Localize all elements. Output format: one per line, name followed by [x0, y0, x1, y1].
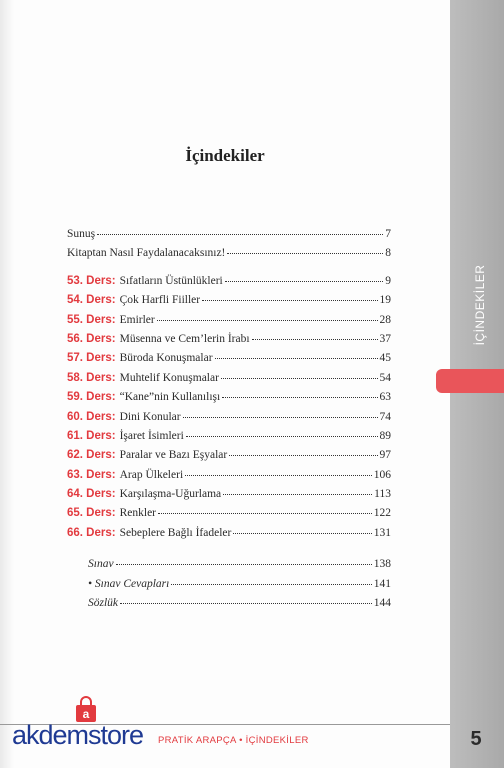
- toc-entry-label: Kitaptan Nasıl Faydalanacaksınız!: [67, 247, 226, 260]
- toc-lesson-entry: [67, 469, 391, 488]
- leader-dots: [157, 320, 378, 321]
- toc-entry-label: Sınav: [88, 558, 114, 571]
- leader-dots: [185, 475, 372, 476]
- toc-lesson-entry: [67, 411, 391, 430]
- toc-entry-page: 9: [385, 274, 391, 287]
- leader-dots: [221, 378, 378, 379]
- toc-entry-label: “Kane”nin Kullanılışı: [119, 391, 221, 404]
- toc-entry-label: Müsenna ve Cem’lerin İrabı: [119, 332, 250, 345]
- toc-entry-label: İşaret İsimleri: [119, 429, 184, 442]
- leader-dots: [225, 281, 383, 282]
- toc-entry-page: 144: [373, 597, 391, 610]
- lesson-number: 54. Ders:: [67, 294, 116, 307]
- side-label-text: İÇİNDEKİLER: [473, 264, 487, 346]
- lesson-number: 58. Ders:: [67, 371, 116, 384]
- toc-entry-page: 89: [379, 429, 391, 442]
- toc-entry-label: Muhtelif Konuşmalar: [119, 371, 219, 384]
- lesson-number: 60. Ders:: [67, 410, 116, 423]
- toc-entry: [88, 597, 391, 616]
- toc-lesson-entry: [67, 507, 391, 526]
- lesson-number: 66. Ders:: [67, 526, 116, 539]
- toc-entry-page: 141: [373, 577, 391, 590]
- leader-dots: [158, 513, 372, 514]
- toc-entry-label: Renkler: [119, 507, 156, 520]
- toc-lesson-entry: [67, 488, 391, 507]
- toc-entry-page: 113: [374, 488, 391, 501]
- leader-dots: [223, 494, 372, 495]
- toc-entry-page: 54: [379, 371, 391, 384]
- toc-entry-page: 122: [373, 507, 391, 520]
- leader-dots: [116, 564, 372, 565]
- leader-dots: [186, 436, 378, 437]
- toc-entry-label: Sunuş: [67, 228, 96, 240]
- running-footer: PRATİK ARAPÇA • İÇİNDEKİLER: [158, 735, 309, 746]
- leader-dots: [171, 584, 371, 585]
- leader-dots: [227, 253, 383, 254]
- lesson-number: 62. Ders:: [67, 449, 116, 462]
- lesson-number: 63. Ders:: [67, 468, 116, 481]
- toc-lesson-entry: [67, 527, 391, 546]
- toc-entry-label: Sıfatların Üstünlükleri: [119, 274, 223, 287]
- lesson-number: 61. Ders:: [67, 429, 116, 442]
- logo-wordmark: akdemstore: [12, 720, 144, 750]
- toc-entry-label: Dini Konular: [119, 410, 181, 423]
- lesson-number: 65. Ders:: [67, 507, 116, 520]
- toc-entry-page: 8: [385, 247, 391, 260]
- toc-entry-label: • Sınav Cevapları: [88, 577, 170, 590]
- leader-dots: [202, 300, 377, 301]
- lesson-number: 56. Ders:: [67, 332, 116, 345]
- toc-entry-page: 131: [373, 526, 391, 539]
- toc-lesson-entry: [67, 275, 391, 294]
- toc-entry-label: Çok Harfli Fiiller: [119, 294, 201, 307]
- leader-dots: [97, 234, 383, 235]
- lesson-number: 53. Ders:: [67, 274, 116, 287]
- toc-entry-page: 138: [373, 558, 391, 571]
- toc-entry-label: Karşılaşma-Uğurlama: [119, 488, 222, 501]
- leader-dots: [215, 358, 378, 359]
- toc-entry: [67, 247, 391, 266]
- leader-dots: [252, 339, 378, 340]
- lesson-number: 64. Ders:: [67, 488, 116, 501]
- toc-entry-label: Arap Ülkeleri: [119, 468, 184, 481]
- toc-entry-page: 45: [379, 352, 391, 365]
- toc-entry-label: Paralar ve Bazı Eşyalar: [119, 449, 228, 462]
- toc-entry: [88, 578, 391, 597]
- toc-entry-page: 106: [373, 468, 391, 481]
- akdemstore-logo: [12, 696, 162, 752]
- toc-entry-page: 28: [379, 313, 391, 326]
- page-gutter-shadow: [0, 0, 14, 768]
- lesson-number: 57. Ders:: [67, 352, 116, 365]
- toc-entry-page: 97: [379, 449, 391, 462]
- lesson-number: 55. Ders:: [67, 313, 116, 326]
- toc-entry-label: Büroda Konuşmalar: [119, 352, 213, 365]
- toc-entry-label: Sözlük: [88, 597, 119, 610]
- table-of-contents: [67, 228, 391, 616]
- leader-dots: [233, 533, 371, 534]
- toc-entry-page: 37: [379, 332, 391, 345]
- toc-lesson-entry: [67, 449, 391, 468]
- toc-lesson-entry: [67, 430, 391, 449]
- toc-lesson-entry: [67, 333, 391, 352]
- leader-dots: [229, 455, 377, 456]
- toc-entry-label: Emirler: [119, 313, 155, 326]
- toc-lesson-entry: [67, 391, 391, 410]
- toc-lesson-entry: [67, 372, 391, 391]
- leader-dots: [222, 397, 377, 398]
- leader-dots: [120, 603, 372, 604]
- side-tab-marker: [436, 369, 504, 393]
- toc-entry: [67, 228, 391, 247]
- toc-entry-page: 7: [385, 228, 391, 240]
- toc-entry-page: 19: [379, 294, 391, 307]
- leader-dots: [183, 417, 378, 418]
- toc-lesson-entry: [67, 294, 391, 313]
- logo-icon-letter: a: [82, 707, 90, 721]
- toc-entry-page: 74: [379, 410, 391, 423]
- toc-lesson-entry: [67, 352, 391, 371]
- page-title: İçindekiler: [185, 146, 265, 165]
- lesson-number: 59. Ders:: [67, 391, 116, 404]
- toc-lesson-entry: [67, 314, 391, 333]
- side-label: [470, 245, 490, 365]
- page-number: 5: [470, 728, 482, 750]
- toc-entry: [88, 558, 391, 577]
- toc-entry-label: Sebeplere Bağlı İfadeler: [119, 526, 232, 539]
- toc-entry-page: 63: [379, 391, 391, 404]
